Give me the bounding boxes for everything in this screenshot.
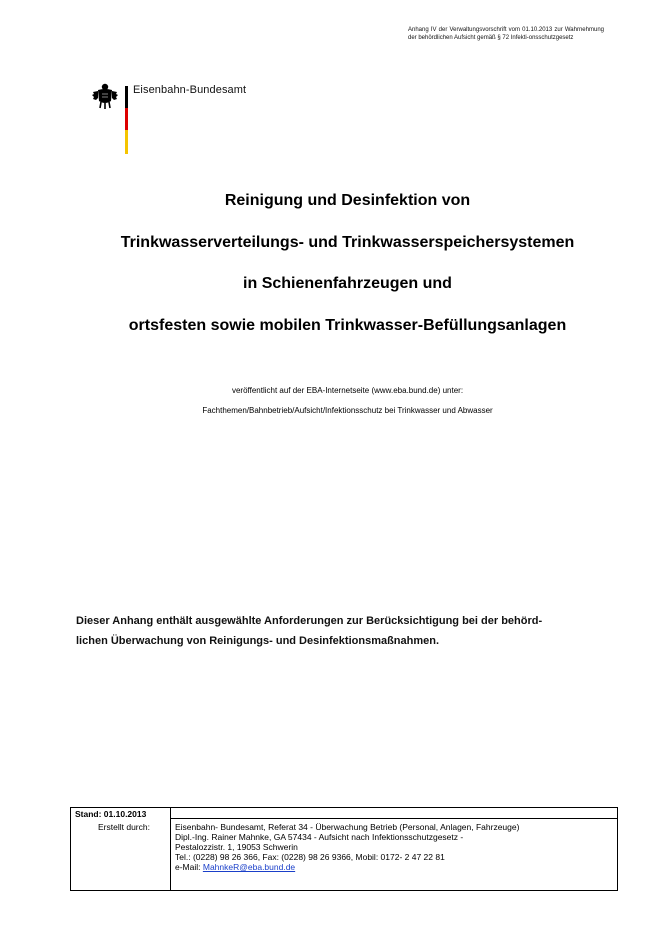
column-divider [170,808,171,890]
publication-line-1: veröffentlicht auf der EBA-Internetseite (www.eba.bund.de) unter: [231,386,464,395]
created-by-label: Erstellt durch: [98,822,150,832]
publication-info [40,385,655,425]
author-line-1: Eisenbahn- Bundesamt, Referat 34 - Überwachung Betrieb (Personal, Anlagen, Fahrzeuge) [175,822,520,832]
email-line [175,862,519,872]
author-details [175,822,519,872]
author-line-3: Pestalozzistr. 1, 19053 Schwerin [175,842,298,852]
title-line-1: Reinigung und Desinfektion von [224,192,471,209]
intro-line-2: lichen Überwachung von Reinigungs- und Desinfektionsmaßnahmen. [76,635,440,647]
email-label: e-Mail: [175,862,203,872]
status-date: Stand: 01.10.2013 [75,809,147,819]
german-flag-bar [125,86,128,154]
author-line-2: Dipl.-Ing. Rainer Mahnke, GA 57434 - Aufsicht nach Infektionsschutzgesetz - [175,832,464,842]
organization-name: Eisenbahn-Bundesamt [133,84,247,96]
email-link[interactable]: MahnkeR@eba.bund.de [202,862,296,872]
publication-line-2: Fachthemen/Bahnbetrieb/Aufsicht/Infektionsschutz bei Trinkwasser und Abwasser [202,406,493,415]
document-info-box [70,807,618,891]
intro-line-1: Dieser Anhang enthält ausgewählte Anforderungen zur Berücksichtigung bei der behörd- [76,615,543,627]
title-line-4: ortsfesten sowie mobilen Trinkwasser-Befüllungsanlagen [128,316,567,334]
federal-eagle-icon [92,82,118,110]
title-line-3: in Schienenfahrzeugen und [243,275,452,292]
title-line-2: Trinkwasserverteilungs- und Trinkwasserspeichersystemen [120,233,575,251]
annex-reference-note: Anhang IV der Verwaltungsvorschrift vom 01.10.2013 zur Wahrnehmung der behördlichen Aufsicht gemäß § 72 Infekti-onsschutzgesetz [408,27,604,41]
intro-paragraph [76,611,611,651]
author-line-4: Tel.: (0228) 98 26 366, Fax: (0228) 98 26 9366, Mobil: 0172- 2 47 22 81 [175,852,445,862]
document-title [40,191,655,357]
row-divider [170,818,617,819]
